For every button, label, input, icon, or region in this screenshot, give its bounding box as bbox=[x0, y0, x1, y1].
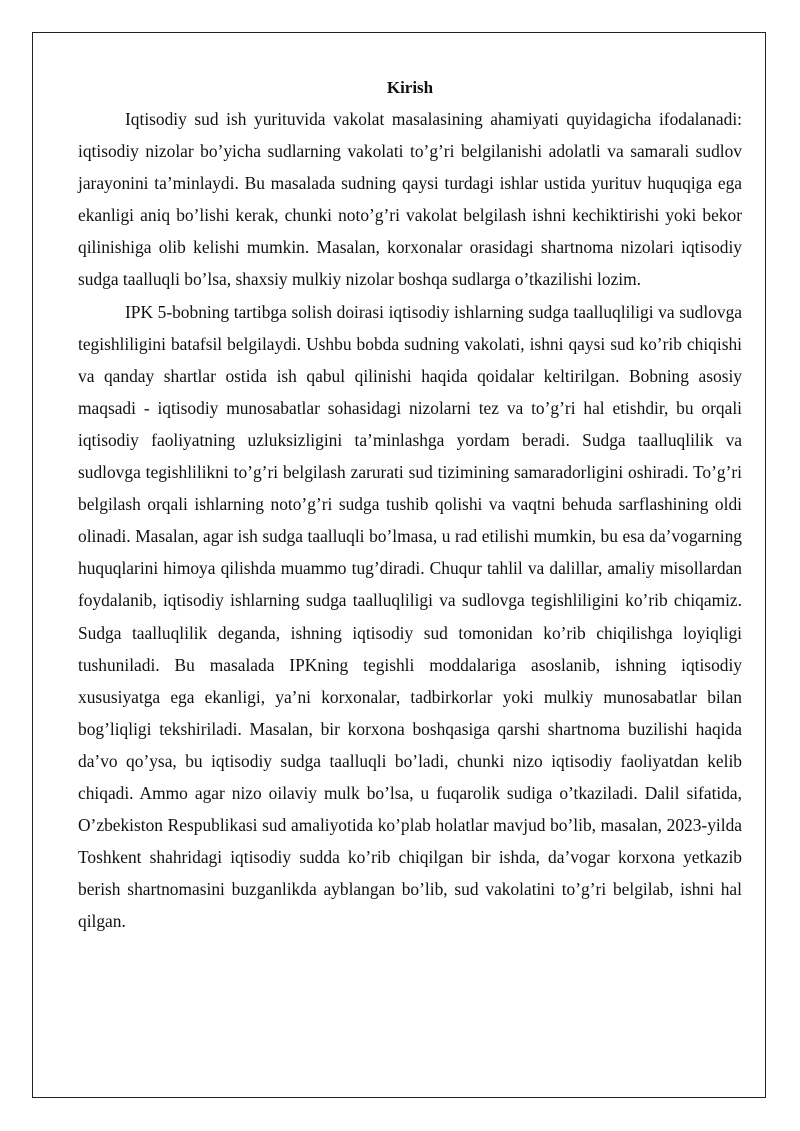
paragraph-1: Iqtisodiy sud ish yurituvida vakolat masalasining ahamiyati quyidagicha ifodalanadi: iqtisodiy nizolar bo’yicha sudlarning vakolati to’g’ri belgilanishi adolatli va samarali sudlov jarayonini ta’minlaydi. Bu masalada sudning qaysi turdagi ishlar ustida yurituv huquqiga ega ekanligi aniq bo’lishi kerak, chunki noto’g’ri vakolat belgilash ishni kechiktirishi yoki bekor qilinishiga olib kelishi mumkin. Masalan, korxonalar orasidagi shartnoma nizolari iqtisodiy sudga taalluqli bo’lsa, shaxsiy mulkiy nizolar boshqa sudlarga o’tkazilishi lozim. bbox=[78, 109, 742, 290]
document-title: Kirish bbox=[386, 78, 434, 97]
paragraph-2: IPK 5-bobning tartibga solish doirasi iqtisodiy ishlarning sudga taalluqliligi va sudlovga tegishliligini batafsil belgilaydi. Ushbu bobda sudning vakolati, ishni qaysi sud ko’rib chiqishi va qanday shartlar ostida ish qabul qilinishi haqida qoidalar keltirilgan. Bobning asosiy maqsadi - iqtisodiy munosabatlar sohasidagi nizolarni tez va to’g’ri hal etishdir, bu orqali iqtisodiy faoliyatning uzluksizligini ta’minlashga yordam beradi. Sudga taalluqlilik va sudlovga tegishlilikni to’g’ri belgilash zarurati sud tizimining samaradorligini oshiradi. To’g’ri belgilash orqali ishlarning noto’g’ri sudga tushib qolishi va vaqtni behuda sarflashining oldi olinadi. Masalan, agar ish sudga taalluqli bo’lmasa, u rad etilishi mumkin, bu esa da’vogarning huquqlarini himoya qilishda muammo tug’diradi. Chuqur tahlil va dalillar, amaliy misollardan foydalanib, iqtisodiy ishlarning sudga taalluqliligi va sudlovga tegishliligini ko’rib chiqamiz. Sudga taalluqlilik deganda, ishning iqtisodiy sud tomonidan ko’rib chiqilishga loyiqligi tushuniladi. Bu masalada IPKning tegishli moddalariga asoslanib, ishning iqtisodiy xususiyatga ega ekanligi, ya’ni korxonalar, tadbirkorlar yoki mulkiy munosabatlar bilan bog’liqligi tekshiriladi. Masalan, bir korxona boshqasiga qarshi shartnoma buzilishi haqida da’vo qo’ysa, bu iqtisodiy sudga taalluqli bo’ladi, chunki nizo iqtisodiy faoliyatdan kelib chiqadi. Ammo agar nizo oilaviy mulk bo’lsa, u fuqarolik sudiga o’tkaziladi. Dalil sifatida, O’zbekiston Respublikasi sud amaliyotida ko’plab holatlar mavjud bo’lib, masalan, 2023-yilda Toshkent shahridagi iqtisodiy sudda ko’rib chiqilgan bir ishda, da’vogar korxona yetkazib berish shartnomasini buzganlikda ayblangan bo’lib, sud vakolatini to’g’ri belgilab, ishni hal qilgan. bbox=[78, 301, 742, 932]
document-body bbox=[78, 74, 742, 937]
